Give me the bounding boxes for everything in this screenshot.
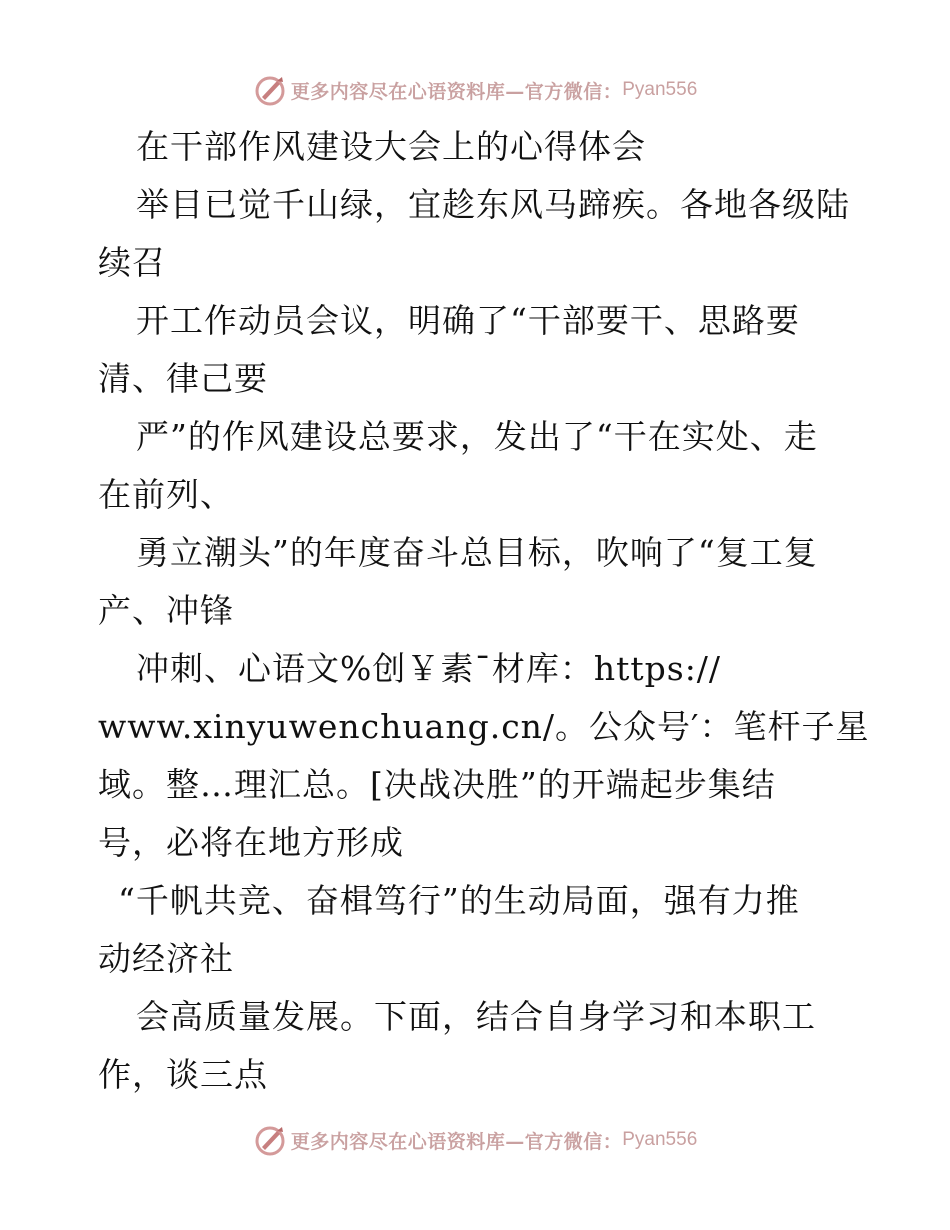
text-line: 严”的作风建设总要求，发出了“干在实处、走: [136, 417, 818, 456]
banner-wechat-id: Pyan556: [622, 1129, 698, 1150]
pen-logo-icon: [253, 1123, 287, 1157]
text-line: 举目已觉千山绿，宜趁东风马蹄疾。各地各级陆: [136, 185, 850, 224]
text-line: 动经济社: [98, 939, 234, 978]
banner-wechat-id: Pyan556: [622, 79, 698, 100]
header-watermark-banner: [0, 70, 950, 110]
text-line: 开工作动员会议，明确了“干部要干、思路要: [136, 301, 800, 340]
text-line: 在前列、: [98, 475, 234, 514]
text-line: 域。整…理汇总。[决战决胜”的开端起步集结: [98, 765, 776, 804]
text-line: 会高质量发展。下面，结合自身学习和本职工: [136, 997, 816, 1036]
text-line: 冲刺、心语文%创￥素¯材库：https://: [136, 649, 722, 688]
text-line: 续召: [98, 243, 166, 282]
text-line: 清、律己要: [98, 359, 268, 398]
banner-text: 更多内容尽在心语资料库—官方微信：: [290, 80, 623, 103]
text-line: 作，谈三点: [98, 1055, 268, 1094]
footer-watermark-banner: [0, 1120, 950, 1160]
text-line: www.xinyuwenchuang.cn/。公众号′：笔杆子星: [98, 707, 870, 746]
text-line: “千帆共竞、奋楫笃行”的生动局面，强有力推: [118, 881, 800, 920]
pen-logo-icon: [253, 73, 287, 107]
text-line: 勇立潮头”的年度奋斗总目标，吹响了“复工复: [136, 533, 818, 572]
banner-text: 更多内容尽在心语资料库—官方微信：: [290, 1130, 623, 1153]
text-line: 号，必将在地方形成: [98, 823, 404, 862]
document-title: 在干部作风建设大会上的心得体会: [136, 127, 646, 166]
document-body: [98, 118, 870, 1104]
text-line: 产、冲锋: [98, 591, 234, 630]
